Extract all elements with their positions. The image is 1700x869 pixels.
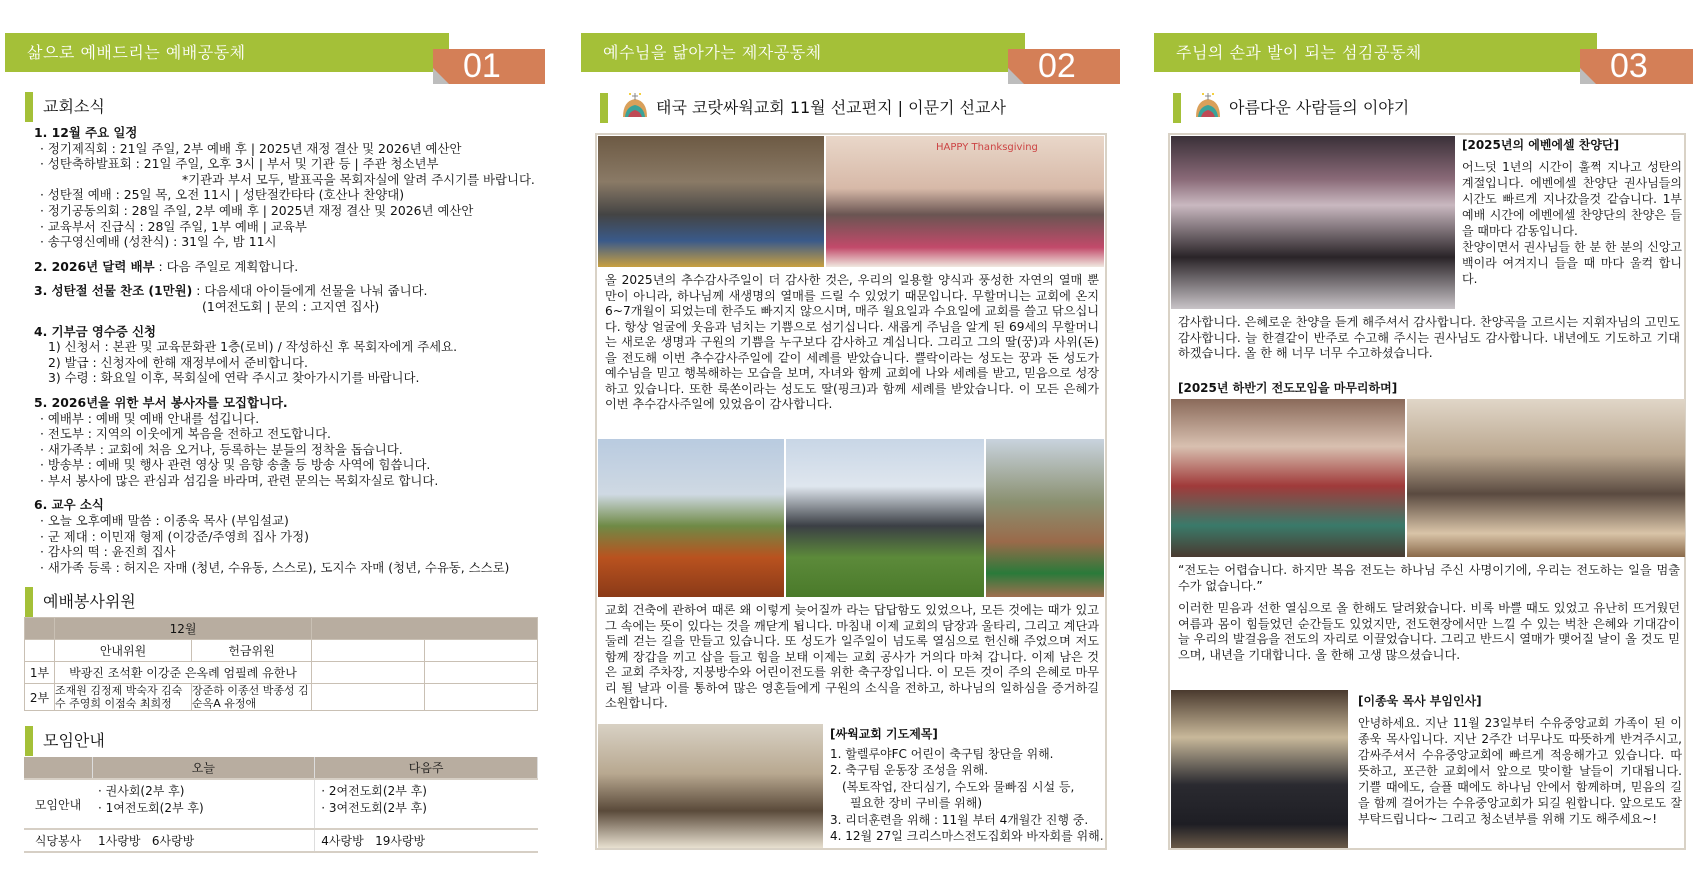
section-banner-2 <box>581 33 1025 72</box>
news-line: : 다음 주일로 계획합니다. <box>154 258 299 274</box>
news-line: · 부서 봉사에 많은 관심과 섬김을 바라며, 관련 문의는 목회자실로 합니다. <box>40 472 439 488</box>
number-label: 01 <box>463 47 501 85</box>
news-line: · 예배부 : 예배 및 예배 안내를 섬깁니다. <box>40 410 260 426</box>
letter-paragraph-2: 교회 건축에 관하여 때론 왜 이렇게 늦어질까 라는 답답함도 있었으나, 모든 것에는 때가 있고 그 속에는 뜻이 있다는 것을 깨닫게 됩니다. 마침내 이제 교회의 담장과 울타리, 그리고 계단과 둘레 걷는 길을 만들고 있습니다. 또 성도가 일주일이 넘도록 열심으로 헌신해 주었으며 저도 함께 장갑을 끼고 삽을 들고 힘을 보태 이제는 교회 공사가 거의다 마쳐 갑니다. 이제 남은 것은 교회 주차장, 지붕방수와 어린이전도를 위한 축구장입니다. 이 모든 것이 주의 은혜로 마무리 될 날과 이를 통하여 많은 영혼들에게 구원의 소식을 전하고, 하나님의 일하심을 증거하길 소원합니다. <box>605 603 1099 710</box>
story-title: [이종욱 목사 부임인사] <box>1358 694 1482 708</box>
story-text: 어느덧 1년의 시간이 훌쩍 지나고 성탄의 계절입니다. 에벤에셀 찬양단 권사님들의 시간도 빠르게 지나갔을것 같습니다. 1부예배 시간에 에벤에셀 찬양단의 찬양은 들을 때마다 감동입니다. <box>1462 160 1682 238</box>
mission-letter-box <box>595 133 1107 850</box>
news-item-title: 4. 기부금 영수증 신청 <box>34 323 157 339</box>
row-label: 식당봉사 <box>24 829 92 852</box>
meeting-item: 4사랑방 19사랑방 <box>315 829 538 852</box>
news-line: · 방송부 : 예배 및 행사 관련 영상 및 음향 송출 등 방송 사역에 힘씁니다. <box>40 457 431 473</box>
empty-cell <box>312 662 425 684</box>
news-item-title: 6. 교우 소식 <box>34 497 104 513</box>
story-title: [2025년 하반기 전도모임을 마무리하며] <box>1178 381 1398 395</box>
news-line: · 성탄축하발표회 : 21일 주일, 오후 3시 | 부서 및 기관 등 | 주관 청소년부 <box>40 156 439 172</box>
heading-text: 교회소식 <box>43 97 105 116</box>
news-line: · 정기공동의회 : 28일 주일, 2부 예배 후 | 2025년 재정 결산 및 2026년 예산안 <box>40 202 474 218</box>
mission-letter-heading <box>600 90 1006 126</box>
usher-names: 조재원 김정제 박숙자 김숙수 주영희 이점숙 최희정 <box>55 684 192 711</box>
meeting-item: 1사랑방 6사랑방 <box>92 829 315 852</box>
empty-header <box>312 618 538 640</box>
news-line: 1) 신청서 : 본관 및 교육문화관 1층(로비) / 작성하신 후 목회자에게 주세요. <box>48 339 458 355</box>
section-number-3 <box>1580 49 1693 84</box>
meeting-heading <box>25 726 105 756</box>
banner-title: 삶으로 예배드리는 예배공동체 <box>27 43 246 62</box>
evangelism-text: 이러한 믿음과 선한 열심으로 올 한해도 달려왔습니다. 비록 바쁠 때도 있었고 유난히 뜨거웠던 여름과 몸이 힘들었던 순간들도 있었지만, 전도현장에서만 느낄 수 있는 벅찬 은혜와 기대감이 늘 우리의 발걸음을 전도의 자리로 이끌었습니다. 그리고 반드시 열매가 맺어질 날이 올 것도 믿으며, 내년을 기대합니다. 올 한해 고생 많으셨습니다. <box>1178 601 1680 662</box>
usher-names: 박광진 조석환 이강준 은옥례 엄필례 유한나 <box>55 662 312 684</box>
story-text: 찬양이면서 권사님들 한 분 한 분의 신앙고백이라 여겨지니 들을 때 마다 울컥 합니다. <box>1462 240 1682 286</box>
section-banner-3 <box>1154 33 1597 72</box>
news-line: · 오늘 오후예배 말씀 : 이종욱 목사 (부임설교) <box>40 513 289 529</box>
construction-photo-2 <box>786 439 984 597</box>
evangelism-photo-2 <box>1407 399 1685 557</box>
stories-box <box>1168 133 1686 850</box>
news-line: · 새가족 등록 : 허지은 자매 (청년, 수유동, 스스로), 도지수 자매 (청년, 수유동, 스스로) <box>40 559 510 575</box>
news-line: · 성탄절 예배 : 25일 목, 오전 11시 | 성탄절칸타타 (호산나 찬양대) <box>40 187 405 203</box>
number-label: 02 <box>1038 47 1076 85</box>
row-label: 2부 <box>25 684 55 711</box>
prayer-item: 3. 리더훈련을 위해 : 11월 부터 4개월간 진행 중. <box>830 812 1089 827</box>
row-label: 모임안내 <box>24 779 92 829</box>
construction-photo-1 <box>598 439 784 597</box>
choir-story-continued: 감사합니다. 은혜로운 찬양을 듣게 해주셔서 감사합니다. 찬양곡을 고르시는 지휘자님의 고민도 감사합니다. 늘 한결같이 반주로 수고해 주시는 권사님도 감사합니다. 내년에도 기도하고 기대하겠습니다. 올 한 해 너무 너무 수고하셨습니다. <box>1178 315 1680 360</box>
meeting-item: · 2여전도회(2부 후) <box>321 784 427 798</box>
news-line: · 감사의 떡 : 윤진희 집사 <box>40 544 176 560</box>
meeting-item: · 3여전도회(2부 후) <box>321 801 427 815</box>
news-item-title: 3. 성탄절 선물 찬조 (1만원) <box>34 283 193 299</box>
letter-paragraph-1: 올 2025년의 추수감사주일이 더 감사한 것은, 우리의 일용할 양식과 풍성한 자연의 열매 뿐 만이 아니라, 하나님께 새생명의 열매를 드릴 수 있었기 때문입니다. 무할머니는 교회에 온지 6~7개월이 되었는데 한주도 빠지지 않으시며, 매주 월요일과 수요일에 교회를 쓸고 닦으십니다. 항상 얼굴에 웃음과 넘치는 기쁨으로 섬기십니다. 새롭게 주님을 알게 된 69세의 무할머니는 새로운 생명과 구원의 기쁨을 누구보다 감사하고 계십니다. 그리고 그의 딸(꿍)과 사위(돈)을 전도해 이번 추수감사주일에 같이 세례를 받았습니다. 쁠락이라는 성도는 꿍과 돈 성도가 예수님을 믿고 행복해하는 모습을 보며, 자녀와 함께 교회에 나와 세례를 받고, 믿음으로 성장하고 있습니다. 또한 룩쏜이라는 성도도 딸(핑크)과 함께 세례를 받았습니다. 이 모든 은혜가 이번 추수감사주일에 있었음이 감사합니다. <box>605 273 1099 411</box>
church-logo-icon <box>1191 91 1225 127</box>
church-logo-icon <box>618 91 652 127</box>
section-banner-1 <box>5 33 449 72</box>
empty-cell <box>425 684 538 711</box>
heading-text: 모임안내 <box>43 731 105 750</box>
news-heading <box>25 92 105 122</box>
meeting-item: · 1여전도회(2부 후) <box>98 801 204 815</box>
section-number-2 <box>1008 49 1120 84</box>
empty-cell <box>25 640 55 662</box>
service-heading <box>25 587 136 617</box>
news-line: · 새가족부 : 교회에 처음 오거나, 등록하는 분들의 정착을 돕습니다. <box>40 441 403 457</box>
offering-header: 헌금위원 <box>192 640 312 662</box>
prayer-list <box>830 726 1104 845</box>
heading-bar <box>1173 93 1181 123</box>
congregation-photo <box>598 136 824 267</box>
heading-bar <box>600 93 608 123</box>
heading-text: 예배봉사위원 <box>43 592 136 611</box>
corner-cell <box>24 757 92 779</box>
prayer-item: 2. 축구팀 운동장 조성을 위해. <box>830 763 989 777</box>
news-item-title: 2. 2026년 달력 배부 <box>34 258 155 274</box>
evangelism-photo-1 <box>1171 399 1405 557</box>
prayer-item: 1. 할렐루야FC 어린이 축구팀 창단을 위해. <box>830 746 1054 761</box>
usher-header: 안내위원 <box>55 640 192 662</box>
prayer-item: (복토작업, 잔디심기, 수도와 물빠짐 시설 등, <box>842 779 1075 794</box>
number-label: 03 <box>1610 47 1648 85</box>
news-line: · 송구영신예배 (성찬식) : 31일 수, 밤 11시 <box>40 234 277 250</box>
news-line: 2) 발급 : 신청자에 한해 재정부에서 준비합니다. <box>48 354 308 370</box>
news-line: 3) 수령 : 화요일 이후, 목회실에 연락 주시고 찾아가시기를 바랍니다. <box>48 370 420 386</box>
news-line: · 군 제대 : 이민재 형제 (이강준/주영희 집사 가정) <box>40 528 309 544</box>
news-line: · 교육부서 진급식 : 28일 주일, 1부 예배 | 교육부 <box>40 218 307 234</box>
empty-cell <box>425 662 538 684</box>
choir-photo <box>1171 136 1455 309</box>
section-number-1 <box>433 49 545 84</box>
construction-photo-3 <box>986 439 1104 597</box>
fold-corner <box>433 68 449 84</box>
row-label: 1부 <box>25 662 55 684</box>
news-line: : 다음세대 아이들에게 선물을 나눠 줍니다. <box>192 283 428 299</box>
today-header: 오늘 <box>92 757 315 779</box>
service-table <box>24 617 538 711</box>
choir-story <box>1462 137 1682 287</box>
offering-names: 장준하 이종선 박종성 김순옥A 유정애 <box>192 684 312 711</box>
meeting-table <box>24 757 538 853</box>
empty-cell <box>312 640 425 662</box>
photo-banner-text: HAPPY Thanksgiving <box>936 142 1038 153</box>
baptism-photo <box>826 136 1104 267</box>
stories-heading <box>1173 90 1409 126</box>
pastor-photo <box>1171 690 1348 848</box>
pastor-greeting <box>1358 693 1682 827</box>
heading-bar <box>25 587 33 617</box>
meeting-photo <box>598 724 823 848</box>
heading-bar <box>25 92 33 122</box>
news-note: *기관과 부서 모두, 발표곡을 목회자실에 알려 주시기를 바랍니다. <box>182 171 535 187</box>
heading-text: 아름다운 사람들의 이야기 <box>1229 98 1410 117</box>
evangelism-quote: “전도는 어렵습니다. 하지만 복음 전도는 하나님 주신 사명이기에, 우리는 전도하는 일을 멈출 수가 없습니다.” <box>1178 563 1680 593</box>
fold-corner <box>1580 68 1596 84</box>
heading-text: 태국 코랏싸웍교회 11월 선교편지 | 이문기 선교사 <box>656 98 1006 117</box>
fold-corner <box>1008 68 1024 84</box>
news-item-title: 1. 12월 주요 일정 <box>34 125 138 140</box>
heading-bar <box>25 726 33 756</box>
story-title: [2025년의 에벤에셀 찬양단] <box>1462 138 1620 152</box>
prayer-title: [싸웍교회 기도제목] <box>830 727 938 741</box>
news-item-title: 5. 2026년을 위한 부서 봉사자를 모집합니다. <box>34 394 288 410</box>
prayer-item: 4. 12월 27일 크리스마스전도집회와 바자회를 위해. <box>830 829 1104 843</box>
church-news <box>34 125 544 575</box>
news-line: · 정기제직회 : 21일 주일, 2부 예배 후 | 2025년 재정 결산 및 2026년 예산안 <box>40 140 462 156</box>
month-header: 12월 <box>55 618 312 640</box>
banner-title: 주님의 손과 발이 되는 섬김공동체 <box>1176 43 1422 62</box>
banner-title: 예수님을 닮아가는 제자공동체 <box>603 43 822 62</box>
news-line: · 전도부 : 지역의 이웃에게 복음을 전하고 전도합니다. <box>40 426 331 442</box>
news-note: (1여전도회 | 문의 : 고지연 집사) <box>202 298 380 314</box>
meeting-item: · 권사회(2부 후) <box>98 784 185 798</box>
empty-cell <box>425 640 538 662</box>
corner-cell <box>25 618 55 640</box>
next-header: 다음주 <box>315 757 538 779</box>
empty-cell <box>312 684 425 711</box>
story-text: 안녕하세요. 지난 11월 23일부터 수유중앙교회 가족이 된 이종욱 목사입니다. 지난 2주간 너무나도 따뜻하게 반겨주시고, 감싸주셔서 수유중앙교회에 빠르게 적응해가고 있습니다. 따뜻하고, 포근한 교회에서 앞으로 맞이할 날들이 기대됩니다. 기쁠 때에도, 슬플 때에도 하나님 안에서 함께하며, 믿음의 길을 함께 걸어가는 수유중앙교회가 되길 원합니다. 앞으로도 잘 부탁드립니다~ 그리고 청소년부를 위해 기도 해주세요~! <box>1358 716 1682 826</box>
prayer-item: 필요한 장비 구비를 위해) <box>850 796 983 810</box>
